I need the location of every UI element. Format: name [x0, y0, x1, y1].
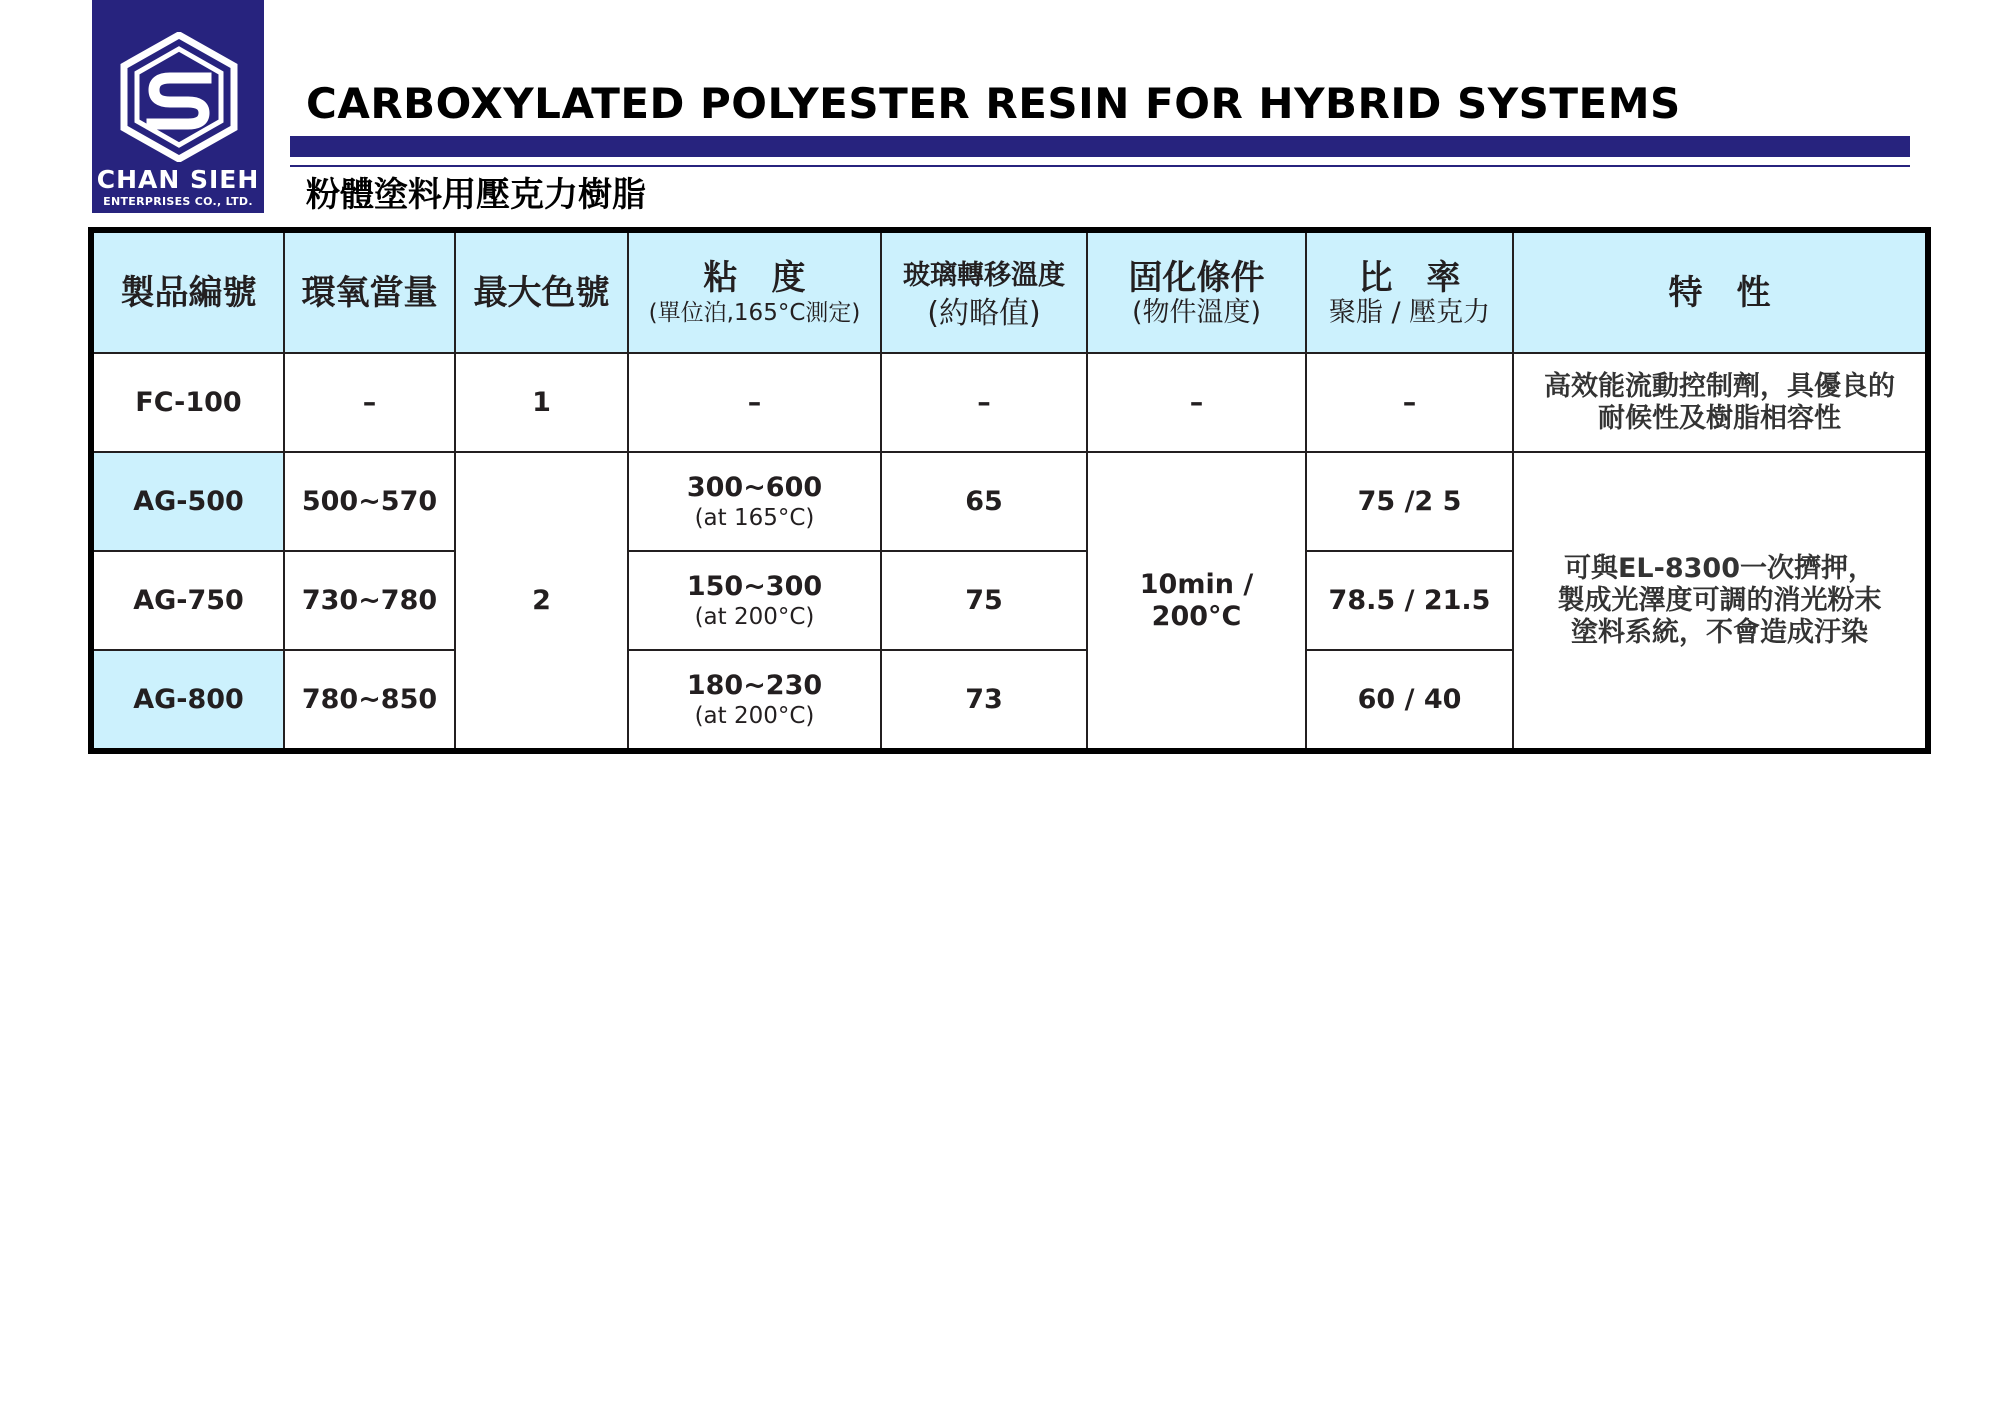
- header-tg-sub: (約略值): [927, 296, 1041, 331]
- cell-code: FC-100: [91, 353, 284, 452]
- header-max-color: 最大色號: [455, 230, 628, 353]
- hexagon-s-logo-icon: [114, 32, 244, 162]
- cell-code: AG-750: [91, 551, 284, 650]
- cell-epoxy: –: [284, 353, 455, 452]
- cell-epoxy: 500~570: [284, 452, 455, 551]
- table-row: [91, 452, 1928, 551]
- cell-code: AG-500: [91, 452, 284, 551]
- cell-tg: 75: [881, 551, 1087, 650]
- product-spec-table: [88, 227, 1931, 754]
- header-viscosity: [628, 230, 881, 353]
- cell-viscosity: 300~600 (at 165°C): [628, 452, 881, 551]
- header-viscosity-main: 粘 度: [703, 257, 806, 298]
- cell-tg: –: [881, 353, 1087, 452]
- cell-epoxy: 780~850: [284, 650, 455, 751]
- page-title: CARBOXYLATED POLYESTER RESIN FOR HYBRID SYSTEMS: [306, 79, 1681, 128]
- header-viscosity-sub: (單位泊,165°C測定): [648, 299, 861, 326]
- header-cure: [1087, 230, 1306, 353]
- header-ratio: [1306, 230, 1513, 353]
- cell-viscosity: 180~230 (at 200°C): [628, 650, 881, 751]
- header-epoxy-equivalent: 環氧當量: [284, 230, 455, 353]
- brand-subtitle: ENTERPRISES CO., LTD.: [103, 195, 253, 208]
- cell-color: 1: [455, 353, 628, 452]
- company-logo: [92, 0, 264, 213]
- cell-tg: 65: [881, 452, 1087, 551]
- cell-ratio: 78.5 / 21.5: [1306, 551, 1513, 650]
- cell-cure-group: 10min / 200°C: [1087, 452, 1306, 751]
- header-tg: [881, 230, 1087, 353]
- header-cure-main: 固化條件: [1128, 257, 1265, 298]
- cell-feature: 高效能流動控制劑，具優良的 耐候性及樹脂相容性: [1513, 353, 1928, 452]
- header-ratio-main: 比 率: [1358, 257, 1461, 298]
- cell-viscosity: 150~300 (at 200°C): [628, 551, 881, 650]
- cell-tg: 73: [881, 650, 1087, 751]
- page-subtitle: 粉體塗料用壓克力樹脂: [306, 175, 646, 215]
- header-cure-sub: (物件溫度): [1131, 296, 1262, 328]
- brand-name: CHAN SIEH: [96, 165, 260, 194]
- cell-viscosity: –: [628, 353, 881, 452]
- table-row: [91, 353, 1928, 452]
- header-feature: 特 性: [1513, 230, 1928, 353]
- header-tg-main: 玻璃轉移溫度: [903, 260, 1065, 291]
- cell-ratio: –: [1306, 353, 1513, 452]
- cell-color-group: 2: [455, 452, 628, 751]
- header-rule-thin: [290, 165, 1910, 167]
- header-rule: [290, 136, 1910, 157]
- header-ratio-sub: 聚脂 / 壓克力: [1328, 296, 1491, 328]
- cell-epoxy: 730~780: [284, 551, 455, 650]
- cell-ratio: 75 /2 5: [1306, 452, 1513, 551]
- header-product-code: 製品編號: [91, 230, 284, 353]
- cell-cure: –: [1087, 353, 1306, 452]
- cell-code: AG-800: [91, 650, 284, 751]
- table-header-row: [91, 230, 1928, 353]
- cell-feature-group: 可與EL-8300一次擠押， 製成光澤度可調的消光粉末 塗料系統，不會造成汙染: [1513, 452, 1928, 751]
- cell-ratio: 60 / 40: [1306, 650, 1513, 751]
